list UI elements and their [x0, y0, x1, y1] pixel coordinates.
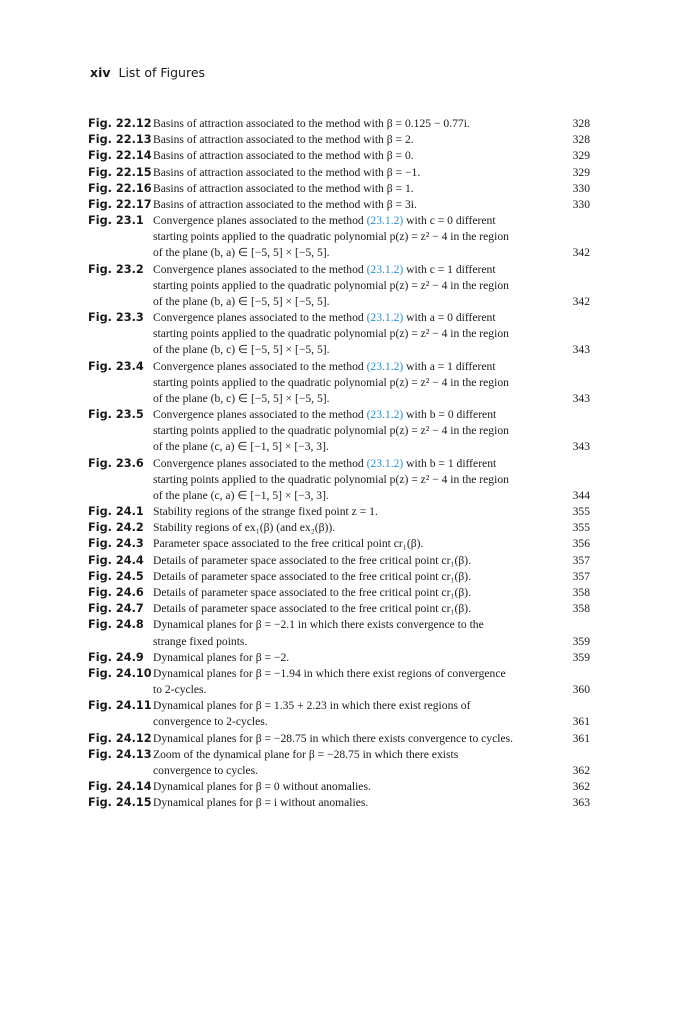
figure-entry	[88, 795, 590, 811]
figure-entry	[88, 407, 590, 456]
figure-label: Fig. 24.10	[88, 666, 152, 680]
figure-caption	[153, 553, 550, 569]
caption-line	[153, 229, 550, 245]
page-number: 357	[572, 569, 590, 583]
caption-line	[153, 747, 550, 763]
figure-entry	[88, 617, 590, 649]
caption-text: Basins of attraction associated to the method with β = 1.	[153, 181, 414, 195]
figure-caption	[153, 165, 550, 181]
figure-label: Fig. 24.4	[88, 553, 144, 567]
figure-caption	[153, 262, 550, 311]
caption-text: Convergence planes associated to the method	[153, 456, 367, 470]
caption-line	[153, 181, 550, 197]
caption-line	[153, 391, 550, 407]
figure-caption	[153, 181, 550, 197]
caption-line	[153, 213, 550, 229]
caption-line	[153, 650, 550, 666]
caption-line	[153, 165, 550, 181]
caption-text: starting points applied to the quadratic polynomial p(z) = z² − 4 in the region	[153, 278, 509, 292]
figure-caption	[153, 650, 550, 666]
caption-line	[153, 148, 550, 164]
caption-text: Convergence planes associated to the method	[153, 214, 367, 228]
figure-caption	[153, 747, 550, 779]
caption-text: with b = 0 different	[403, 408, 497, 422]
figure-caption	[153, 116, 550, 132]
caption-text: with a = 0 different	[403, 311, 496, 325]
figure-label: Fig. 22.12	[88, 117, 152, 130]
caption-text: Details of parameter space associated to the free critical point cr₁(β).	[153, 569, 471, 583]
figure-entry	[88, 536, 590, 552]
caption-line	[153, 731, 550, 747]
caption-line	[153, 342, 550, 358]
figure-entry	[88, 456, 590, 505]
caption-line	[153, 310, 550, 326]
figure-label: Fig. 24.7	[88, 602, 144, 616]
figure-caption	[153, 310, 550, 359]
caption-text: Details of parameter space associated to the free critical point cr₁(β).	[153, 585, 471, 599]
caption-text: starting points applied to the quadratic polynomial p(z) = z² − 4 in the region	[153, 230, 509, 244]
page-number: 355	[572, 521, 590, 535]
caption-line	[153, 132, 550, 148]
caption-line	[153, 779, 550, 795]
caption-line	[153, 666, 550, 682]
figure-caption	[153, 520, 550, 536]
figure-entry	[88, 520, 590, 536]
figure-label: Fig. 22.15	[88, 165, 152, 179]
page-number: 329	[572, 149, 590, 163]
figure-entry	[88, 359, 590, 408]
page-number: 358	[572, 602, 590, 616]
caption-text: of the plane (b, a) ∈ [−5, 5] × [−5, 5].	[153, 294, 330, 308]
page-number: 355	[572, 505, 590, 519]
figure-label: Fig. 23.1	[88, 214, 144, 228]
caption-text: of the plane (b, c) ∈ [−5, 5] × [−5, 5].	[153, 343, 330, 357]
figure-caption	[153, 601, 550, 617]
figure-label: Fig. 24.11	[88, 699, 152, 713]
page-number: 330	[572, 181, 590, 195]
page-number: 362	[572, 763, 590, 777]
caption-text: convergence to 2-cycles.	[153, 715, 268, 729]
figure-entry	[88, 310, 590, 359]
caption-line	[153, 116, 550, 132]
caption-line	[153, 439, 550, 455]
caption-text: starting points applied to the quadratic polynomial p(z) = z² − 4 in the region	[153, 424, 509, 438]
caption-text: Convergence planes associated to the method	[153, 408, 367, 422]
figure-label: Fig. 22.16	[88, 181, 152, 195]
caption-line	[153, 634, 550, 650]
page-number: 359	[572, 634, 590, 648]
page-number: 343	[572, 391, 590, 405]
page-number: 342	[572, 246, 590, 260]
caption-text: Dynamical planes for β = −2.1 in which there exists convergence to the	[153, 618, 484, 632]
caption-line	[153, 197, 550, 213]
caption-text: Dynamical planes for β = 0 without anomalies.	[153, 780, 371, 794]
figure-entry	[88, 262, 590, 311]
figure-entry	[88, 585, 590, 601]
caption-text: Basins of attraction associated to the method with β = −1.	[153, 165, 421, 179]
figure-entry	[88, 601, 590, 617]
figure-label: Fig. 24.6	[88, 585, 144, 599]
caption-text: starting points applied to the quadratic polynomial p(z) = z² − 4 in the region	[153, 375, 509, 389]
caption-text: Stability regions of the strange fixed point z = 1.	[153, 505, 378, 519]
caption-line	[153, 698, 550, 714]
figure-caption	[153, 359, 550, 408]
figure-label: Fig. 23.3	[88, 311, 144, 325]
figure-entry	[88, 731, 590, 747]
caption-line	[153, 682, 550, 698]
figure-caption	[153, 698, 550, 730]
figure-label: Fig. 24.1	[88, 505, 144, 519]
caption-text: Details of parameter space associated to the free critical point cr₁(β).	[153, 602, 471, 616]
figure-caption	[153, 407, 550, 456]
caption-text: with c = 1 different	[403, 262, 496, 276]
caption-text: starting points applied to the quadratic polynomial p(z) = z² − 4 in the region	[153, 327, 509, 341]
figure-entry	[88, 181, 590, 197]
caption-text: Parameter space associated to the free critical point cr₁(β).	[153, 537, 424, 551]
figure-label: Fig. 24.2	[88, 521, 144, 535]
caption-text: Dynamical planes for β = −1.94 in which there exist regions of convergence	[153, 666, 506, 680]
figure-entry	[88, 165, 590, 181]
caption-text: Stability regions of ex₁(β) (and ex₂(β)).	[153, 521, 336, 535]
page-number: 362	[572, 780, 590, 794]
figure-caption	[153, 779, 550, 795]
page-number: 328	[572, 117, 590, 130]
figure-entry	[88, 747, 590, 779]
page-number-roman: xiv	[90, 65, 111, 80]
equation-reference-link[interactable]: (23.1.2)	[366, 214, 404, 228]
figure-caption	[153, 585, 550, 601]
figure-entry	[88, 553, 590, 569]
figure-entry	[88, 132, 590, 148]
figure-caption	[153, 617, 550, 649]
caption-text: of the plane (c, a) ∈ [−1, 5] × [−3, 3].	[153, 440, 329, 454]
equation-reference-link[interactable]: (23.1.2)	[366, 359, 404, 373]
equation-reference-link[interactable]: (23.1.2)	[366, 311, 404, 325]
caption-line	[153, 359, 550, 375]
caption-line	[153, 245, 550, 261]
figure-entry	[88, 213, 590, 262]
page-number: 358	[572, 585, 590, 599]
caption-text: Dynamical planes for β = −28.75 in which there exists convergence to cycles.	[153, 731, 514, 745]
caption-text: to 2-cycles.	[153, 683, 207, 697]
page-number: 361	[572, 715, 590, 729]
caption-text: Convergence planes associated to the method	[153, 359, 367, 373]
caption-line	[153, 504, 550, 520]
figure-entry	[88, 197, 590, 213]
caption-line	[153, 585, 550, 601]
figure-entry	[88, 666, 590, 698]
figure-caption	[153, 197, 550, 213]
caption-line	[153, 456, 550, 472]
figure-entry	[88, 698, 590, 730]
caption-line	[153, 488, 550, 504]
caption-text: Basins of attraction associated to the method with β = 3i.	[153, 197, 417, 211]
figure-caption	[153, 504, 550, 520]
running-header	[90, 65, 205, 80]
caption-line	[153, 262, 550, 278]
figure-caption	[153, 132, 550, 148]
caption-line	[153, 714, 550, 730]
caption-line	[153, 407, 550, 423]
caption-text: Basins of attraction associated to the method with β = 0.125 − 0.77i.	[153, 117, 470, 130]
figure-label: Fig. 24.3	[88, 537, 144, 551]
caption-line	[153, 520, 550, 536]
figure-label: Fig. 23.5	[88, 408, 144, 422]
figure-caption	[153, 569, 550, 585]
figure-label: Fig. 23.4	[88, 359, 144, 373]
figure-caption	[153, 795, 550, 811]
page-number: 356	[572, 537, 590, 551]
caption-line	[153, 569, 550, 585]
equation-reference-link[interactable]: (23.1.2)	[366, 262, 404, 276]
caption-text: with c = 0 different	[403, 214, 496, 228]
caption-line	[153, 795, 550, 811]
figure-label: Fig. 22.13	[88, 133, 152, 147]
page-number: 330	[572, 197, 590, 211]
caption-text: of the plane (c, a) ∈ [−1, 5] × [−3, 3].	[153, 488, 329, 502]
figure-list	[88, 116, 590, 811]
page-number: 343	[572, 343, 590, 357]
caption-text: Basins of attraction associated to the method with β = 0.	[153, 149, 414, 163]
page-number: 328	[572, 133, 590, 147]
figure-entry	[88, 779, 590, 795]
figure-label: Fig. 24.12	[88, 731, 152, 745]
caption-line	[153, 617, 550, 633]
figure-label: Fig. 22.17	[88, 197, 152, 211]
caption-text: convergence to cycles.	[153, 763, 259, 777]
caption-text: Dynamical planes for β = −2.	[153, 650, 290, 664]
figure-label: Fig. 23.2	[88, 262, 144, 276]
caption-text: with b = 1 different	[403, 456, 497, 470]
caption-text: Zoom of the dynamical plane for β = −28.75 in which there exists	[153, 747, 459, 761]
caption-text: Dynamical planes for β = i without anomalies.	[153, 796, 369, 810]
figure-entry	[88, 148, 590, 164]
caption-line	[153, 423, 550, 439]
figure-caption	[153, 731, 550, 747]
caption-line	[153, 326, 550, 342]
page-number: 344	[572, 488, 590, 502]
caption-text: Details of parameter space associated to the free critical point cr₁(β).	[153, 553, 471, 567]
caption-text: of the plane (b, c) ∈ [−5, 5] × [−5, 5].	[153, 391, 330, 405]
page-number: 343	[572, 440, 590, 454]
figure-caption	[153, 456, 550, 505]
figure-entry	[88, 116, 590, 132]
figure-label: Fig. 24.14	[88, 780, 152, 794]
figure-caption	[153, 148, 550, 164]
figure-caption	[153, 536, 550, 552]
caption-text: Basins of attraction associated to the method with β = 2.	[153, 133, 414, 147]
page-number: 360	[572, 683, 590, 697]
caption-line	[153, 375, 550, 391]
equation-reference-link[interactable]: (23.1.2)	[366, 408, 404, 422]
page-number: 361	[572, 731, 590, 745]
figure-caption	[153, 666, 550, 698]
figure-entry	[88, 650, 590, 666]
caption-line	[153, 763, 550, 779]
figure-caption	[153, 213, 550, 262]
caption-line	[153, 278, 550, 294]
page-number: 359	[572, 650, 590, 664]
figure-label: Fig. 24.9	[88, 650, 144, 664]
figure-label: Fig. 22.14	[88, 149, 152, 163]
caption-line	[153, 536, 550, 552]
figure-entry	[88, 569, 590, 585]
caption-line	[153, 601, 550, 617]
header-title: List of Figures	[118, 65, 206, 80]
caption-text: starting points applied to the quadratic polynomial p(z) = z² − 4 in the region	[153, 472, 509, 486]
equation-reference-link[interactable]: (23.1.2)	[366, 456, 404, 470]
caption-text: strange fixed points.	[153, 634, 248, 648]
caption-text: with a = 1 different	[403, 359, 496, 373]
caption-line	[153, 294, 550, 310]
caption-line	[153, 472, 550, 488]
figure-entry	[88, 504, 590, 520]
caption-text: Convergence planes associated to the method	[153, 262, 367, 276]
caption-text: Convergence planes associated to the method	[153, 311, 367, 325]
page-number: 363	[572, 796, 590, 810]
caption-text: Dynamical planes for β = 1.35 + 2.23 in which there exist regions of	[153, 699, 471, 713]
page-number: 329	[572, 165, 590, 179]
figure-label: Fig. 24.13	[88, 747, 152, 761]
figure-label: Fig. 24.8	[88, 618, 144, 632]
figure-label: Fig. 23.6	[88, 456, 144, 470]
figure-label: Fig. 24.15	[88, 796, 152, 810]
page-number: 357	[572, 553, 590, 567]
caption-line	[153, 553, 550, 569]
figure-label: Fig. 24.5	[88, 569, 144, 583]
caption-text: of the plane (b, a) ∈ [−5, 5] × [−5, 5].	[153, 246, 330, 260]
page-number: 342	[572, 294, 590, 308]
